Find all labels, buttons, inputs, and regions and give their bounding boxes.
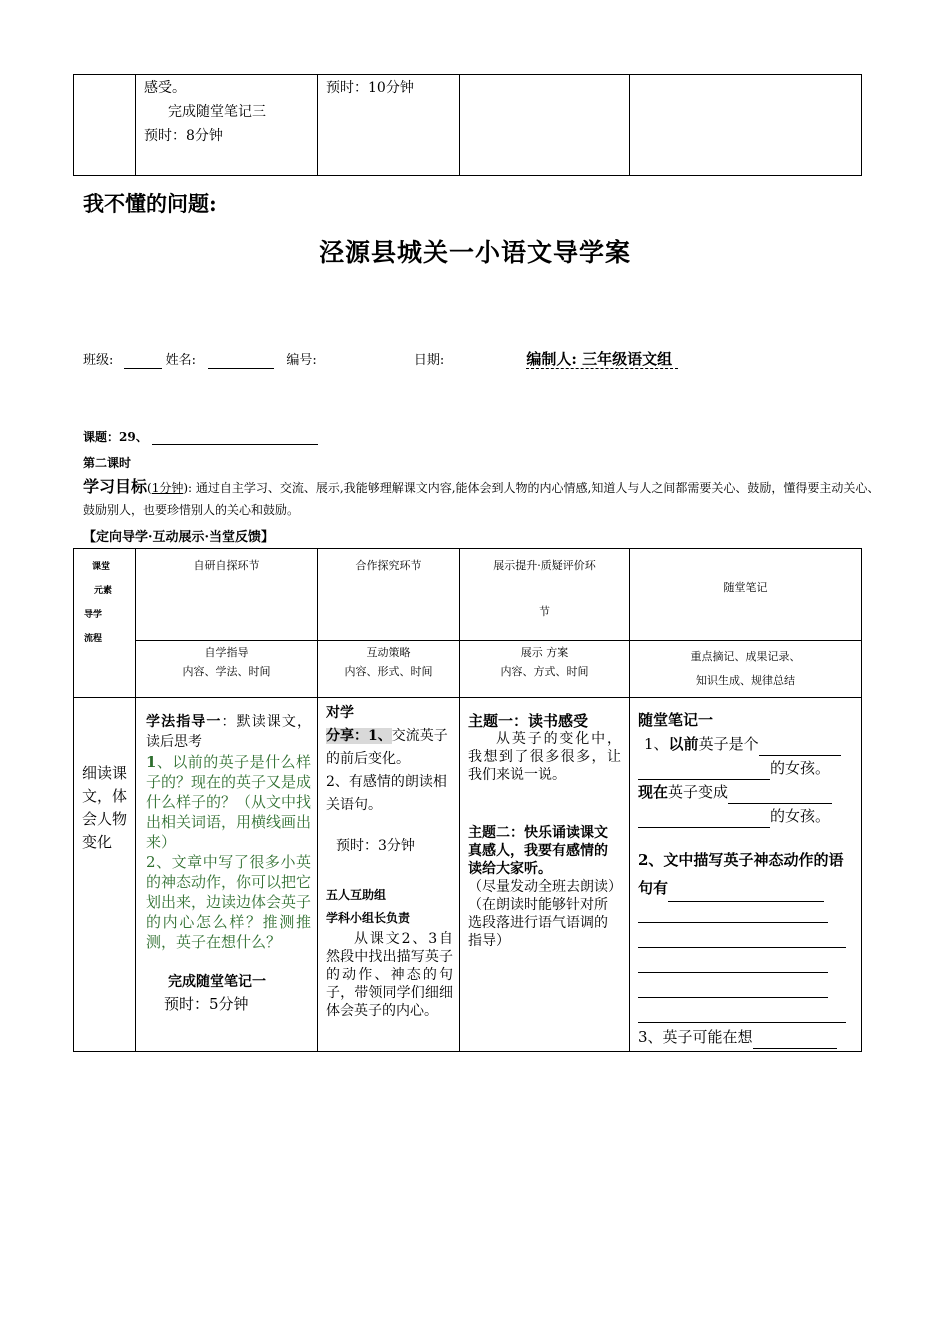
corner-line-2: 元素 bbox=[94, 586, 113, 596]
theme-2-note-2: （在朗读时能够针对所选段落进行语气语调的指导） bbox=[468, 897, 608, 949]
method-guide: 学法指导一：默读课文，读后思考 bbox=[146, 714, 311, 750]
top-table bbox=[73, 74, 862, 176]
blank-3b[interactable] bbox=[638, 902, 828, 923]
coop-item-2: 2、有感情的朗读相关语句。 bbox=[326, 774, 447, 813]
main-table bbox=[73, 548, 862, 1052]
notes-cell bbox=[630, 698, 862, 1052]
blank-3a[interactable] bbox=[668, 885, 824, 902]
selfstudy-cell bbox=[136, 698, 318, 1052]
theme-2-note-1: （尽量发动全班去朗读） bbox=[468, 879, 622, 895]
theme-1-text: 从英子的变化中，我想到了很多很多，让我们来说一说。 bbox=[468, 731, 621, 783]
topic-field[interactable] bbox=[152, 431, 318, 445]
topic-line bbox=[83, 428, 318, 445]
banner: 【定向导学·互动展示·当堂反馈】 bbox=[83, 530, 275, 545]
notes-line-2: 的女孩。 bbox=[638, 756, 849, 780]
stage-cell bbox=[74, 698, 136, 1052]
selfstudy-time: 预时：5分钟 bbox=[164, 995, 249, 1013]
notes-q3: 3、英子可能在想 bbox=[638, 1025, 849, 1049]
coop-title: 对学 bbox=[326, 705, 354, 721]
editor: 编制人: 三年级语文组 bbox=[526, 350, 678, 369]
coop-desc: 从课文2、3自然段中找出描写英子的动作、神态的句子，带领同学们细细体会英子的内心。 bbox=[326, 931, 453, 1019]
coop-group: 五人互助组 bbox=[326, 888, 387, 902]
blank-2a[interactable] bbox=[728, 787, 832, 804]
class-field[interactable] bbox=[124, 352, 162, 369]
coop-share: 分享：1、交流英子的前后变化。 bbox=[326, 728, 448, 767]
top-cell-stage bbox=[74, 75, 136, 176]
name-field[interactable] bbox=[208, 352, 274, 369]
header-show: 展示提升·质疑评价环 节 bbox=[460, 549, 630, 641]
top-text-feel: 感受。 bbox=[144, 80, 186, 96]
page-title: 泾源县城关一小语文导学案 bbox=[318, 238, 631, 267]
learning-goal: 学习目标(1分钟): 通过自主学习、交流、展示,我能够理解课文内容,能体会到人物的内心情感,知道人与人之间都需要关心、鼓励，懂得要主动关心、鼓励别人，也要珍惜别人的关心和鼓励。 bbox=[83, 477, 880, 517]
goal-text: 通过自主学习、交流、展示,我能够理解课文内容,能体会到人物的内心情感,知道人与人之间都需要关心、鼓励，懂得要主动关心、鼓励别人，也要珍惜别人的关心和鼓励。 bbox=[83, 481, 880, 517]
blank-1a[interactable] bbox=[759, 739, 841, 756]
theme-1: 主题一：读书感受 bbox=[468, 712, 589, 730]
subheader-show: 展示 方案 内容、方式、时间 bbox=[460, 641, 630, 698]
notes-q2: 2、文中描写英子神态动作的语句有 bbox=[638, 846, 849, 902]
coop-cell bbox=[318, 698, 460, 1052]
show-cell bbox=[460, 698, 630, 1052]
blank-3c[interactable] bbox=[638, 923, 846, 948]
corner-cell bbox=[74, 549, 136, 698]
class-label: 班级: bbox=[83, 353, 114, 368]
top-cell-notes bbox=[630, 75, 862, 176]
notes-line-1: 1、以前英子是个 bbox=[638, 732, 849, 756]
notes-lines bbox=[638, 902, 849, 1023]
top-time-coop: 预时：10分钟 bbox=[326, 80, 414, 96]
goal-time: 1分钟 bbox=[151, 481, 184, 495]
subheader-selfstudy: 自学指导 内容、学法、时间 bbox=[136, 641, 318, 698]
blank-3e[interactable] bbox=[638, 973, 828, 998]
question-1: 1、以前的英子是什么样子的？现在的英子又是成什么样子的？（从文中找出相关词语，用横线画出来） bbox=[146, 753, 312, 851]
top-time: 预时：8分钟 bbox=[144, 128, 223, 144]
blank-3d[interactable] bbox=[638, 948, 828, 973]
date-label: 日期: bbox=[413, 353, 445, 368]
goal-label: 学习目标 bbox=[83, 477, 148, 496]
selfstudy-task: 完成随堂笔记一 bbox=[168, 974, 266, 990]
corner-line-4: 流程 bbox=[84, 634, 103, 644]
topic-label: 课题：29、 bbox=[83, 430, 148, 444]
subheader-coop: 互动策略 内容、形式、时间 bbox=[318, 641, 460, 698]
stage-text: 细读课文，体会人物变化 bbox=[82, 764, 128, 851]
number-label: 编号: bbox=[286, 353, 317, 368]
blank-1b[interactable] bbox=[638, 763, 770, 780]
info-line bbox=[83, 348, 678, 369]
top-task: 完成随堂笔记三 bbox=[168, 104, 266, 120]
header-coop: 合作探究环节 bbox=[318, 549, 460, 641]
notes-line-3: 现在英子变成 bbox=[638, 780, 849, 804]
blank-3f[interactable] bbox=[638, 998, 846, 1023]
notes-line-4: 的女孩。 bbox=[638, 804, 849, 828]
coop-time: 预时：3分钟 bbox=[336, 838, 415, 854]
period: 第二课时 bbox=[83, 456, 132, 470]
question-heading: 我不懂的问题: bbox=[83, 191, 217, 216]
corner-line-1: 课堂 bbox=[92, 562, 111, 572]
subheader-notes: 重点摘记、成果记录、 知识生成、规律总结 bbox=[630, 641, 862, 698]
blank-2b[interactable] bbox=[638, 811, 770, 828]
top-cell-coop bbox=[318, 75, 460, 176]
header-notes: 随堂笔记 bbox=[630, 549, 862, 641]
top-cell-selfstudy bbox=[136, 75, 318, 176]
top-cell-show bbox=[460, 75, 630, 176]
coop-leader: 学科小组长负责 bbox=[326, 911, 411, 925]
corner-line-3: 导学 bbox=[84, 610, 103, 620]
blank-4[interactable] bbox=[753, 1032, 837, 1049]
header-selfstudy: 自研自探环节 bbox=[136, 549, 318, 641]
question-2: 2、文章中写了很多小英的神态动作，你可以把它划出来，边读边体会英子的内心怎么样？推测推测，英子在想什么？ bbox=[146, 853, 312, 951]
name-label: 姓名: bbox=[165, 353, 197, 368]
theme-2: 主题二：快乐诵读课文真感人，我要有感情的读给大家听。 bbox=[468, 825, 608, 877]
notes-title: 随堂笔记一 bbox=[638, 711, 714, 729]
